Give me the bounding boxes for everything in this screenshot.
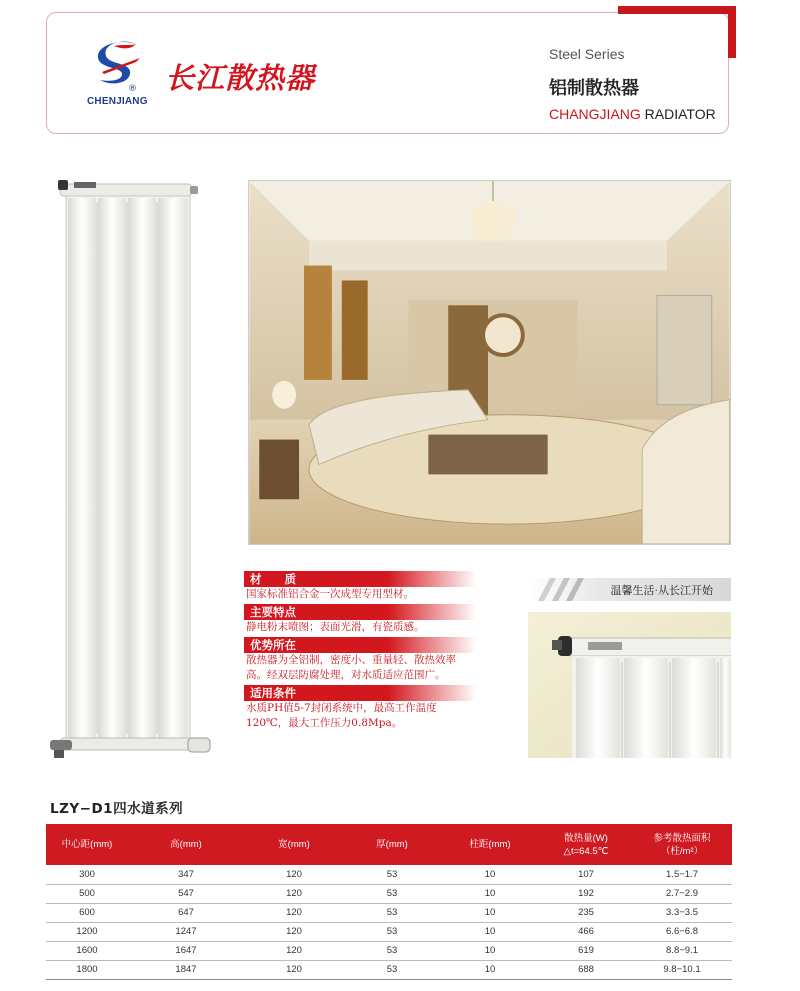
col-header-width: 宽(mm): [244, 824, 344, 865]
heat-output-condition: △t=64.5℃: [563, 845, 609, 857]
table-cell: 10: [440, 960, 540, 979]
table-row: [46, 903, 732, 922]
feature-text-conditions: 水质PH值5-7封闭系统中，最高工作温度120℃，最大工作压力0.8Mpa。: [246, 702, 437, 729]
table-cell: 120: [244, 922, 344, 941]
heat-output-label: 散热量(W): [564, 832, 608, 844]
logo-wordmark: CHENJIANG: [87, 96, 148, 107]
table-cell: 6.6−6.8: [632, 922, 732, 941]
brand-line-red: CHANGJIANG: [549, 106, 641, 122]
feature-label-characteristics: 主要特点: [244, 604, 476, 620]
table-cell: 192: [540, 884, 632, 903]
table-cell: 107: [540, 865, 632, 884]
col-header-column-spacing: 柱距(mm): [440, 824, 540, 865]
brand-line: [549, 106, 716, 122]
corner-accent-top: [618, 6, 736, 14]
table-cell: 1600: [46, 941, 128, 960]
table-cell: 647: [128, 903, 244, 922]
table-cell: 466: [540, 922, 632, 941]
registered-mark: ®: [128, 84, 137, 94]
radiator-tall-image: [50, 178, 220, 760]
table-cell: 10: [440, 884, 540, 903]
slogan-text: [611, 582, 714, 598]
table-cell: 120: [244, 903, 344, 922]
table-cell: 10: [440, 941, 540, 960]
brand-line-black: RADIATOR: [640, 106, 716, 122]
feature-text-material: 国家标准铝合金一次成型专用型材。: [246, 588, 414, 600]
table-cell: 547: [128, 884, 244, 903]
table-cell: 347: [128, 865, 244, 884]
table-cell: 10: [440, 922, 540, 941]
slogan-bar: [528, 578, 731, 601]
spec-table: [46, 824, 732, 980]
slogan-left: 温馨生活: [610, 584, 655, 597]
series-title-cn: 铝制散热器: [549, 78, 639, 99]
slogan-dot: ·: [654, 584, 658, 597]
table-row: [46, 865, 732, 884]
table-row: [46, 941, 732, 960]
col-header-heat-output: [540, 824, 632, 865]
table-cell: 53: [344, 884, 440, 903]
table-row: [46, 922, 732, 941]
table-cell: 300: [46, 865, 128, 884]
feature-list: [244, 571, 476, 733]
table-cell: 235: [540, 903, 632, 922]
table-cell: 53: [344, 922, 440, 941]
table-cell: 10: [440, 903, 540, 922]
col-header-center-distance: 中心距(mm): [46, 824, 128, 865]
table-cell: 120: [244, 941, 344, 960]
table-cell: 1847: [128, 960, 244, 979]
radiator-closeup-image: [528, 612, 731, 758]
series-table-title: LZY−D1四水道系列: [50, 801, 184, 817]
table-cell: 2.7−2.9: [632, 884, 732, 903]
table-cell: 1200: [46, 922, 128, 941]
table-cell: 1800: [46, 960, 128, 979]
table-cell: 600: [46, 903, 128, 922]
table-row: [46, 960, 732, 979]
table-cell: 688: [540, 960, 632, 979]
table-cell: 53: [344, 960, 440, 979]
stripe-decoration: [528, 578, 598, 601]
series-title-en: Steel Series: [549, 46, 625, 62]
table-cell: 53: [344, 865, 440, 884]
table-cell: 1247: [128, 922, 244, 941]
area-label: 参考散热面积: [653, 832, 711, 844]
feature-label-conditions: 适用条件: [244, 685, 476, 701]
brand-name-cn: 长江散热器: [165, 61, 316, 95]
table-cell: 120: [244, 884, 344, 903]
table-row: [46, 884, 732, 903]
col-header-height: 高(mm): [128, 824, 244, 865]
col-header-thickness: 厚(mm): [344, 824, 440, 865]
table-cell: 1647: [128, 941, 244, 960]
area-unit: （柱/m²）: [660, 845, 704, 857]
feature-label-advantages: 优势所在: [244, 637, 476, 653]
brand-logo-icon: [92, 36, 148, 92]
table-cell: 120: [244, 865, 344, 884]
table-cell: 9.8−10.1: [632, 960, 732, 979]
table-cell: 53: [344, 941, 440, 960]
table-cell: 8.8−9.1: [632, 941, 732, 960]
table-cell: 500: [46, 884, 128, 903]
feature-text-characteristics: 静电粉末喷图；表面光滑，有瓷质感。: [246, 621, 425, 633]
table-cell: 10: [440, 865, 540, 884]
corner-accent-right: [728, 6, 736, 58]
slogan-right: 从长江开始: [658, 584, 713, 597]
table-cell: 619: [540, 941, 632, 960]
spec-table-header: [46, 824, 732, 865]
table-cell: 3.3−3.5: [632, 903, 732, 922]
table-cell: 1.5−1.7: [632, 865, 732, 884]
living-room-photo: [248, 180, 731, 545]
col-header-area: [632, 824, 732, 865]
feature-text-advantages: 散热器为全铝制，密度小、重量轻、散热效率高。经双层防腐处理，对水质适应范围广。: [246, 654, 456, 681]
table-cell: 120: [244, 960, 344, 979]
table-cell: 53: [344, 903, 440, 922]
feature-label-material: 材 质: [244, 571, 476, 587]
